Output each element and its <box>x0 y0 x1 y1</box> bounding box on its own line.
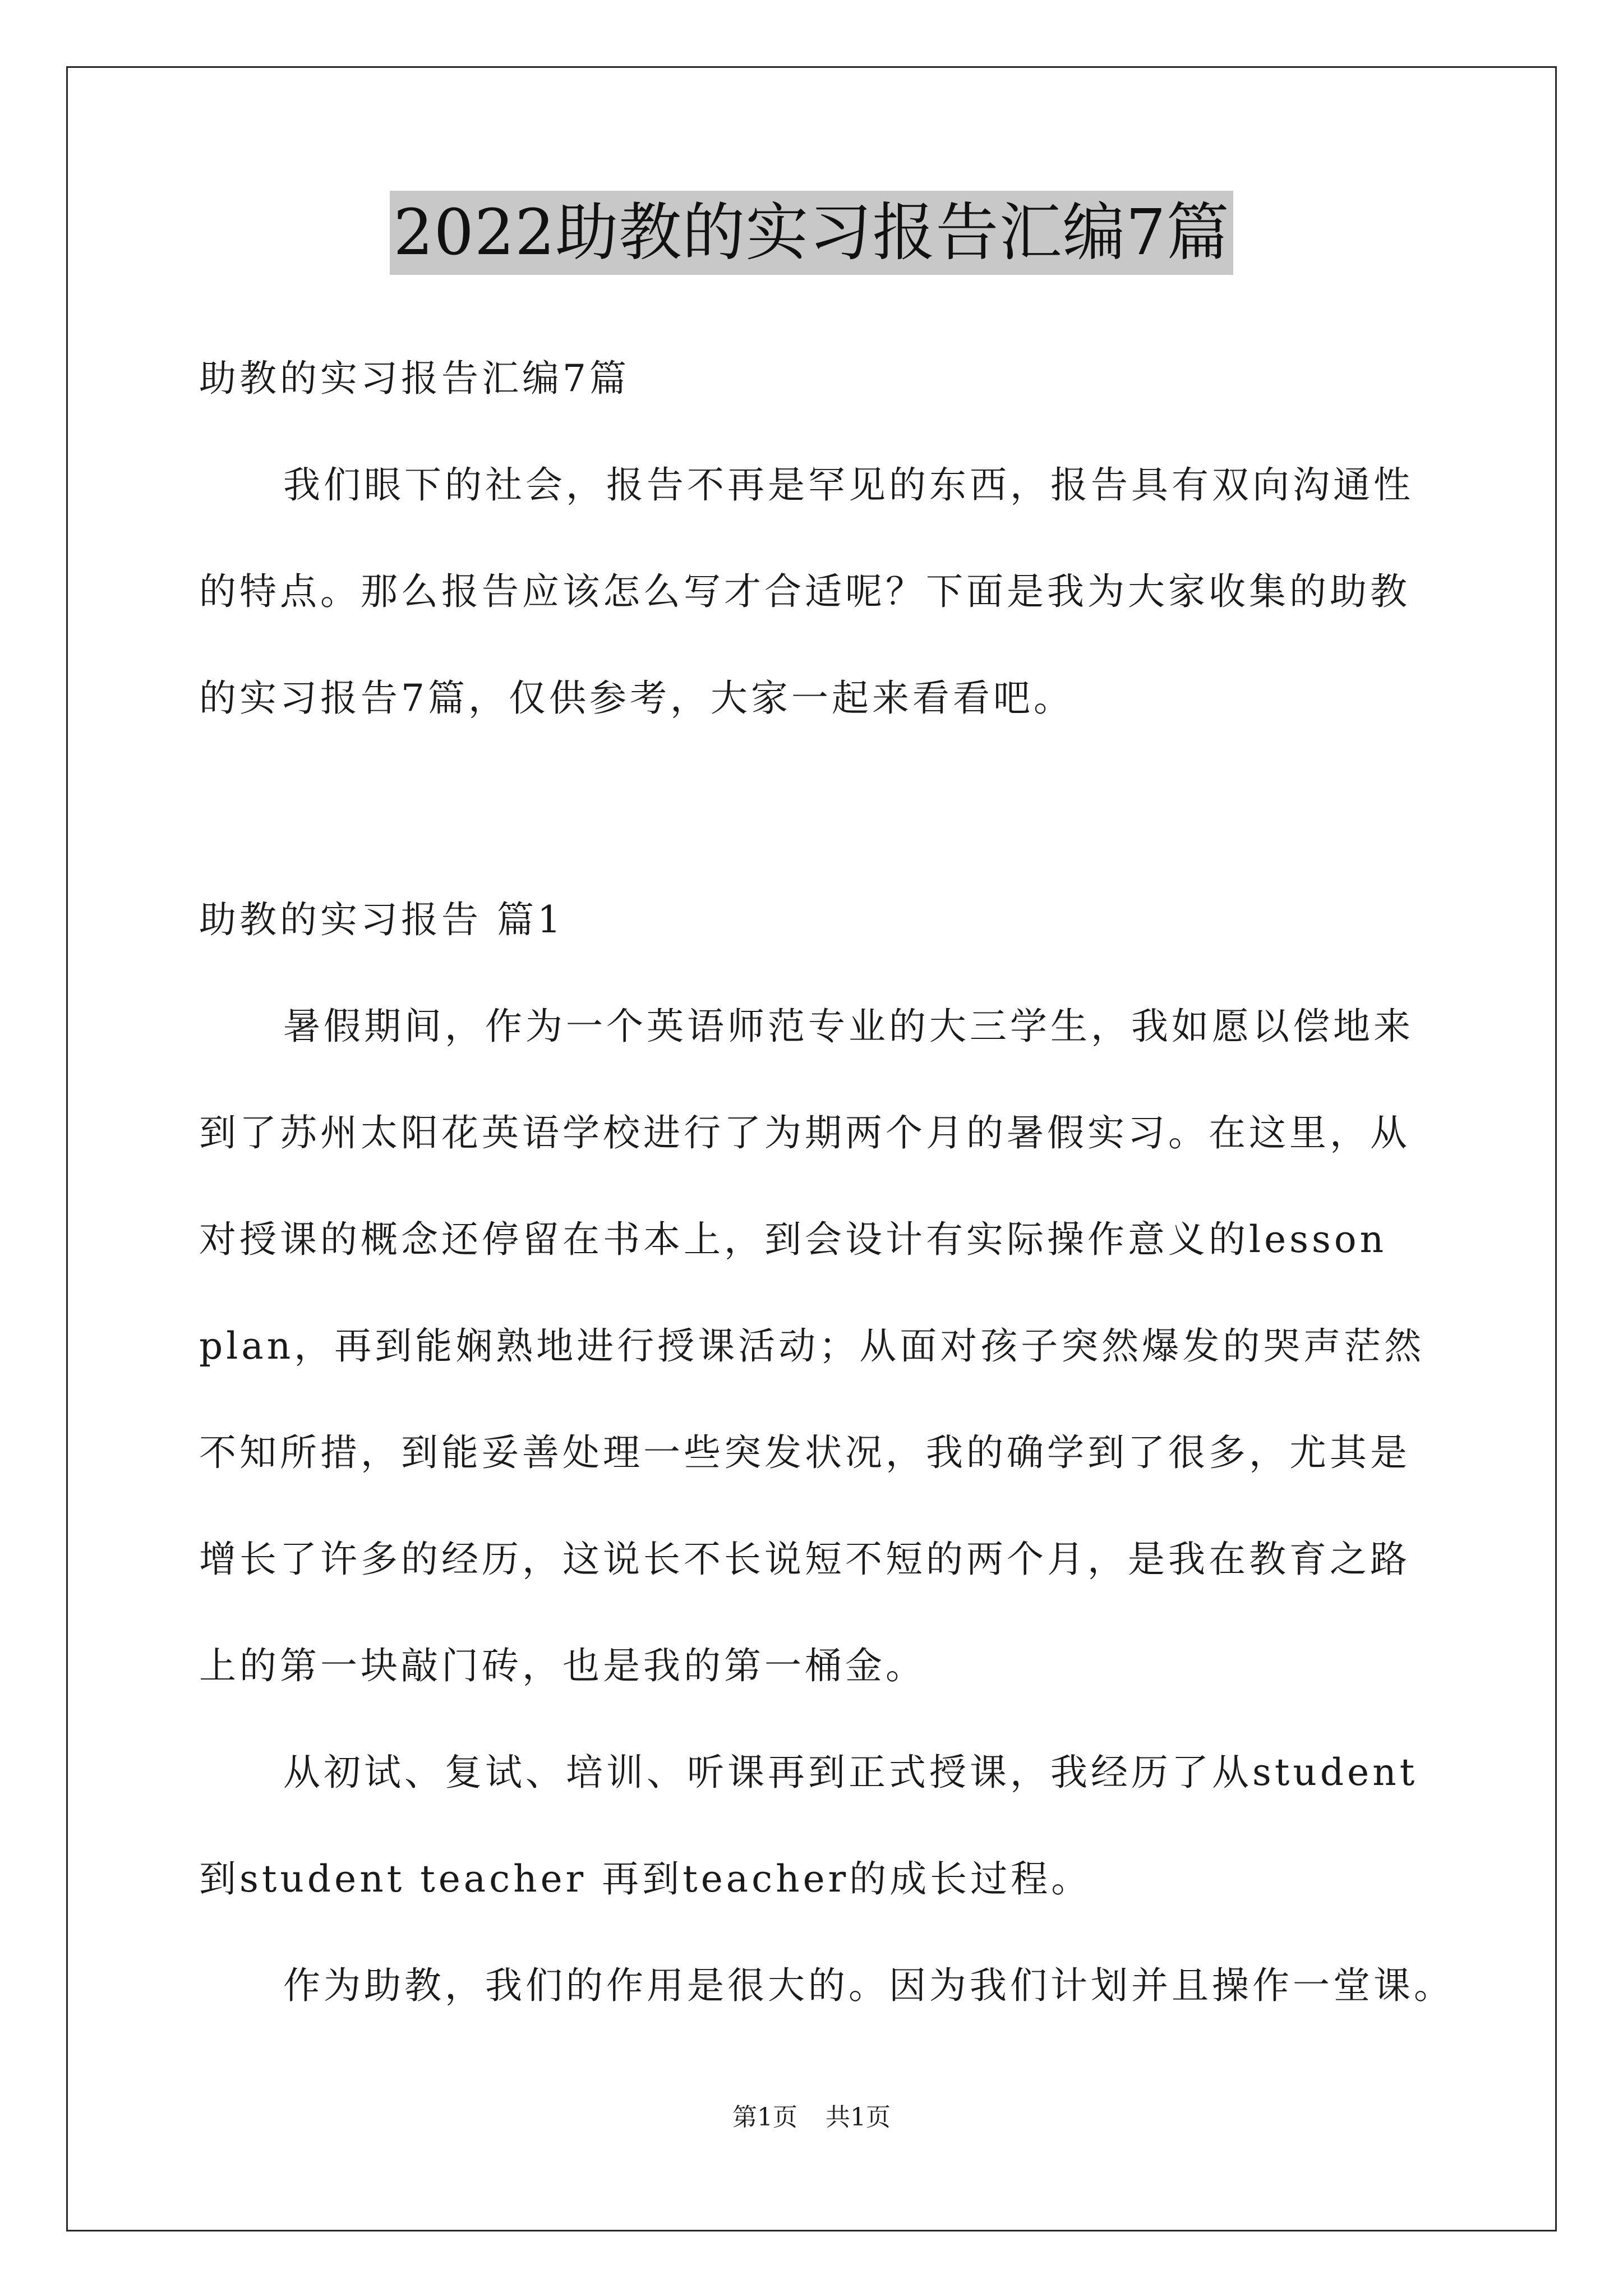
paragraph-line: 作为助教，我们的作用是很大的。因为我们计划并且操作一堂课。 <box>283 1964 1454 2007</box>
document-subtitle: 助教的实习报告汇编7篇 <box>199 357 630 400</box>
intro-line: 我们眼下的社会，报告不再是罕见的东西，报告具有双向沟通性 <box>283 463 1414 507</box>
document-title: 2022助教的实习报告汇编7篇 <box>390 191 1233 275</box>
paragraph-line: 增长了许多的经历，这说长不长说短不短的两个月，是我在教育之路 <box>199 1538 1410 1581</box>
paragraph-line: 不知所措，到能妥善处理一些突发状况，我的确学到了很多，尤其是 <box>199 1431 1410 1474</box>
paragraph-line: 对授课的概念还停留在书本上，到会设计有实际操作意义的lesson <box>199 1218 1387 1261</box>
intro-line: 的实习报告7篇，仅供参考，大家一起来看看吧。 <box>199 677 1074 720</box>
paragraph-line: 上的第一块敲门砖，也是我的第一桶金。 <box>199 1644 926 1687</box>
section-heading: 助教的实习报告 篇1 <box>199 898 564 941</box>
page-number-total: 共1页 <box>826 2103 891 2132</box>
paragraph-line: 从初试、复试、培训、听课再到正式授课，我经历了从student <box>283 1751 1418 1794</box>
page-number-current: 第1页 <box>732 2103 797 2132</box>
intro-line: 的特点。那么报告应该怎么写才合适呢？下面是我为大家收集的助教 <box>199 570 1410 613</box>
paragraph-line: plan，再到能娴熟地进行授课活动；从面对孩子突然爆发的哭声茫然 <box>199 1324 1425 1368</box>
paragraph-line: 到student teacher 再到teacher的成长过程。 <box>199 1857 1092 1901</box>
paragraph-line: 到了苏州太阳花英语学校进行了为期两个月的暑假实习。在这里，从 <box>199 1111 1410 1154</box>
paragraph-line: 暑假期间，作为一个英语师范专业的大三学生，我如愿以偿地来 <box>283 1005 1414 1048</box>
page-footer <box>0 2101 1623 2134</box>
title-container <box>0 191 1623 275</box>
